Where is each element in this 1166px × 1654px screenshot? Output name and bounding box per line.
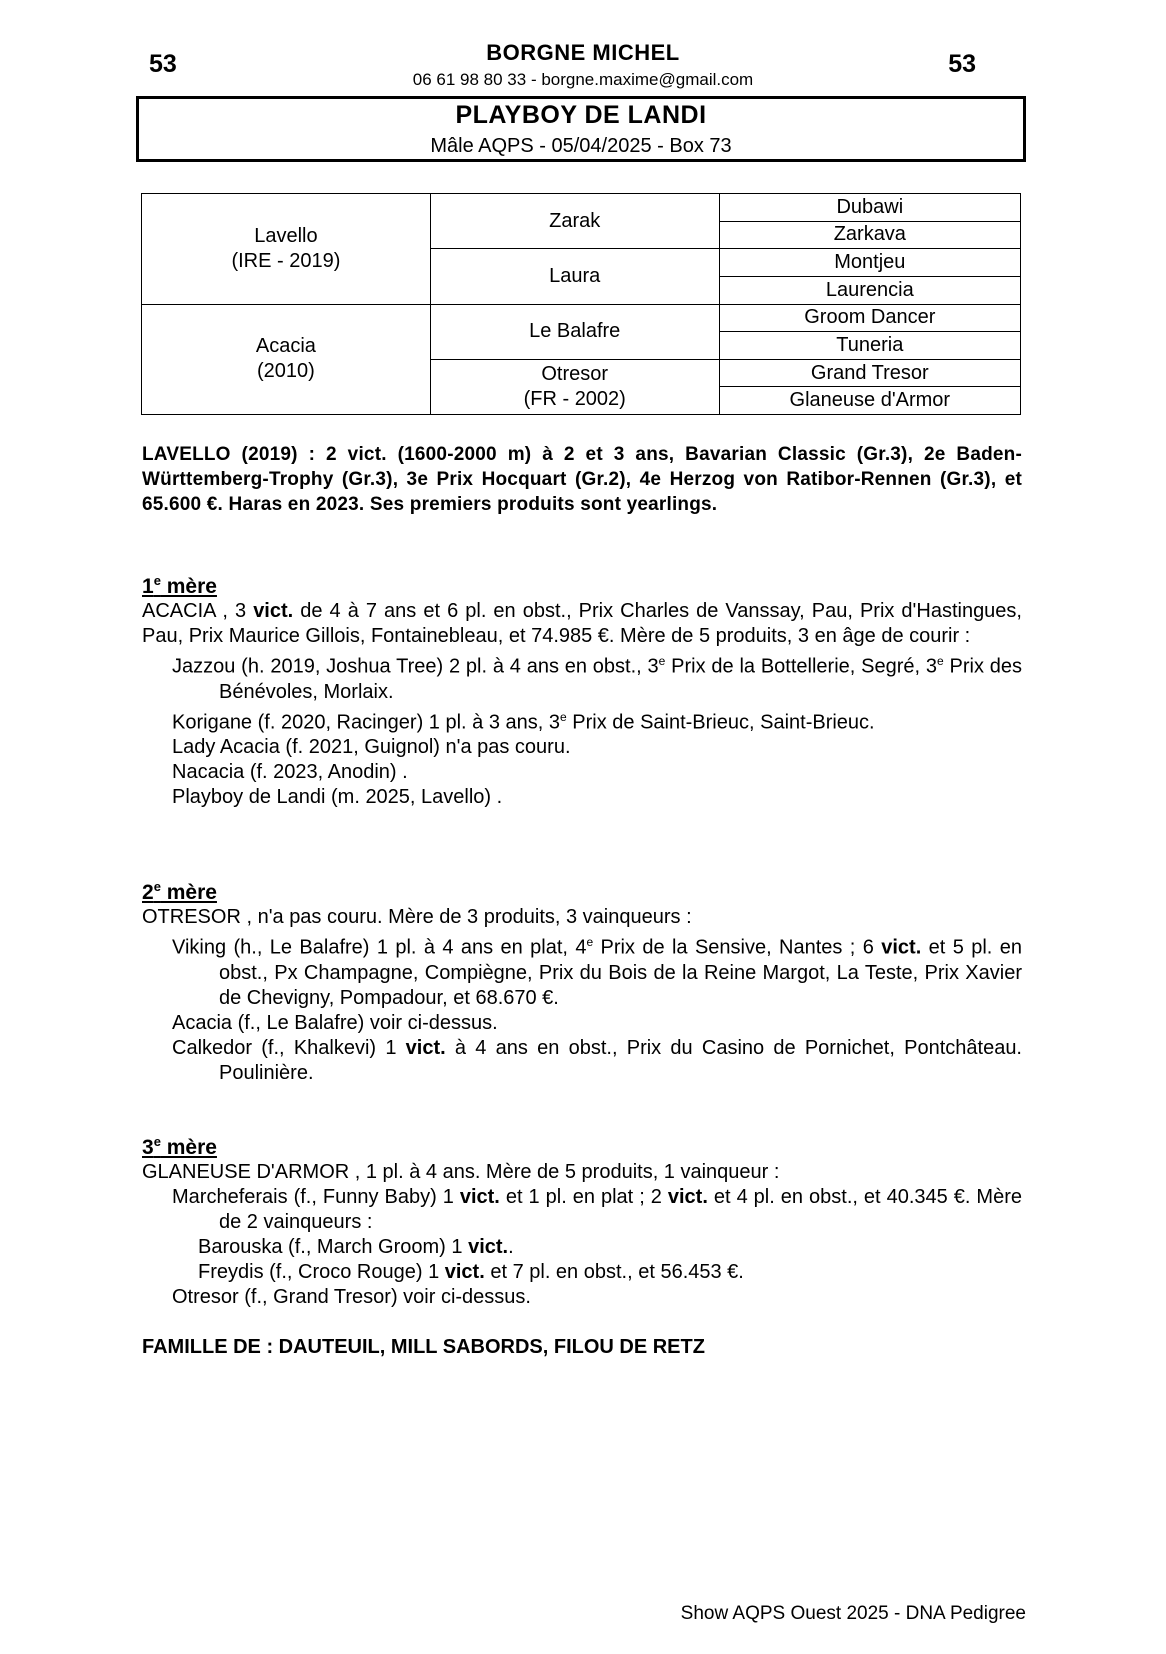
mere1-section xyxy=(142,568,1022,810)
mere2-produit-1: Viking (h., Le Balafre) 1 pl. à 4 ans en plat, 4e Prix de la Sensive, Nantes ; 6 vict. et 5 pl. en obst., Px Champagne, Compiègne, Prix du Bois de la Reine Margot, La Teste, Prix Xavier de Chevigny, Pompadour, et 68.670 €. xyxy=(172,935,1022,1009)
mere2-heading: 2e mère xyxy=(142,879,217,904)
pedigree-gen3-2: Zarkava xyxy=(719,221,1020,249)
pedigree-gen3-5: Groom Dancer xyxy=(719,304,1020,332)
dam-dam-name: Otresor xyxy=(541,362,609,385)
pedigree-sire xyxy=(142,194,431,305)
pedigree-dam xyxy=(142,304,431,415)
dam-detail: (2010) xyxy=(257,360,315,383)
pedigree-table xyxy=(141,193,1021,415)
mere3-grandproduit-1: Barouska (f., March Groom) 1 vict.. xyxy=(198,1236,514,1258)
mere1-produit-4: Nacacia (f. 2023, Anodin) . xyxy=(172,761,408,784)
pedigree-gen3-8: Glaneuse d'Armor xyxy=(719,387,1020,415)
mere1-produit-3: Lady Acacia (f. 2021, Guignol) n'a pas couru. xyxy=(172,736,571,759)
pedigree-gen3-3: Montjeu xyxy=(719,249,1020,277)
family-line: FAMILLE DE : DAUTEUIL, MILL SABORDS, FILOU DE RETZ xyxy=(142,1336,705,1358)
pedigree-sire-sire: Zarak xyxy=(430,194,719,249)
pedigree-dam-dam xyxy=(430,359,719,414)
mere2-intro: OTRESOR , n'a pas couru. Mère de 3 produits, 3 vainqueurs : xyxy=(142,906,692,928)
mere2-produit-2: Acacia (f., Le Balafre) voir ci-dessus. xyxy=(172,1011,498,1034)
pedigree-dam-sire: Le Balafre xyxy=(430,304,719,359)
sire-detail: (IRE - 2019) xyxy=(231,249,341,272)
sire-note: LAVELLO (2019) : 2 vict. (1600-2000 m) à 2 et 3 ans, Bavarian Classic (Gr.3), 2e Baden-Württemberg-Trophy (Gr.3), 3e Prix Hocquart (Gr.2), 4e Herzog von Ratibor-Rennen (Gr.3), et 65.600 €. Haras en 2023. Ses premiers produits sont yearlings. xyxy=(142,444,1022,515)
mere3-grandproduit-2: Freydis (f., Croco Rouge) 1 vict. et 7 pl. en obst., et 56.453 €. xyxy=(198,1261,744,1283)
mere1-produit-1: Jazzou (h. 2019, Joshua Tree) 2 pl. à 4 ans en obst., 3e Prix de la Bottellerie, Segré, 3e Prix des Bénévoles, Morlaix. xyxy=(172,654,1022,703)
lot-number-left: 53 xyxy=(149,50,177,78)
mere2-section xyxy=(142,874,1022,1086)
pedigree-gen3-6: Tuneria xyxy=(719,332,1020,360)
mere1-intro: ACACIA , 3 vict. de 4 à 7 ans et 6 pl. en obst., Prix Charles de Vanssay, Pau, Prix d'Hastingues, Pau, Prix Maurice Gillois, Fontainebleau, et 74.985 €. Mère de 5 produits, 3 en âge de courir : xyxy=(142,600,1022,647)
lot-number-right: 53 xyxy=(948,50,976,78)
mere1-produit-5: Playboy de Landi (m. 2025, Lavello) . xyxy=(172,786,503,809)
pedigree-gen3-4: Laurencia xyxy=(719,276,1020,304)
mere3-produit-1: Marcheferais (f., Funny Baby) 1 vict. et 1 pl. en plat ; 2 vict. et 4 pl. en obst., et 40.345 €. Mère de 2 vainqueurs : xyxy=(172,1186,1022,1233)
sire-name: Lavello xyxy=(254,224,318,247)
dam-name: Acacia xyxy=(255,335,316,358)
mere3-section xyxy=(142,1129,1022,1310)
mere3-intro: GLANEUSE D'ARMOR , 1 pl. à 4 ans. Mère de 5 produits, 1 vainqueur : xyxy=(142,1161,780,1183)
dam-dam-detail: (FR - 2002) xyxy=(523,387,626,410)
seller-contact: 06 61 98 80 33 - borgne.maxime@gmail.com xyxy=(412,70,754,89)
horse-info: Mâle AQPS - 05/04/2025 - Box 73 xyxy=(430,135,732,157)
mere1-heading: 1e mère xyxy=(142,573,217,598)
seller-name: BORGNE MICHEL xyxy=(486,40,680,65)
mere3-heading: 3e mère xyxy=(142,1134,217,1159)
pedigree-sire-dam: Laura xyxy=(430,249,719,304)
horse-title-box xyxy=(136,96,1026,162)
mere3-produit-2: Otresor (f., Grand Tresor) voir ci-dessus. xyxy=(172,1286,531,1308)
horse-name: PLAYBOY DE LANDI xyxy=(455,101,707,129)
mere1-produit-2: Korigane (f. 2020, Racinger) 1 pl. à 3 ans, 3e Prix de Saint-Brieuc, Saint-Brieuc. xyxy=(172,709,875,734)
page-footer: Show AQPS Ouest 2025 - DNA Pedigree xyxy=(680,1603,1026,1624)
mere2-produit-3: Calkedor (f., Khalkevi) 1 vict. à 4 ans en obst., Prix du Casino de Pornichet, Pontchâteau. Poulinière. xyxy=(172,1036,1022,1084)
pedigree-gen3-1: Dubawi xyxy=(719,194,1020,222)
pedigree-gen3-7: Grand Tresor xyxy=(719,359,1020,387)
